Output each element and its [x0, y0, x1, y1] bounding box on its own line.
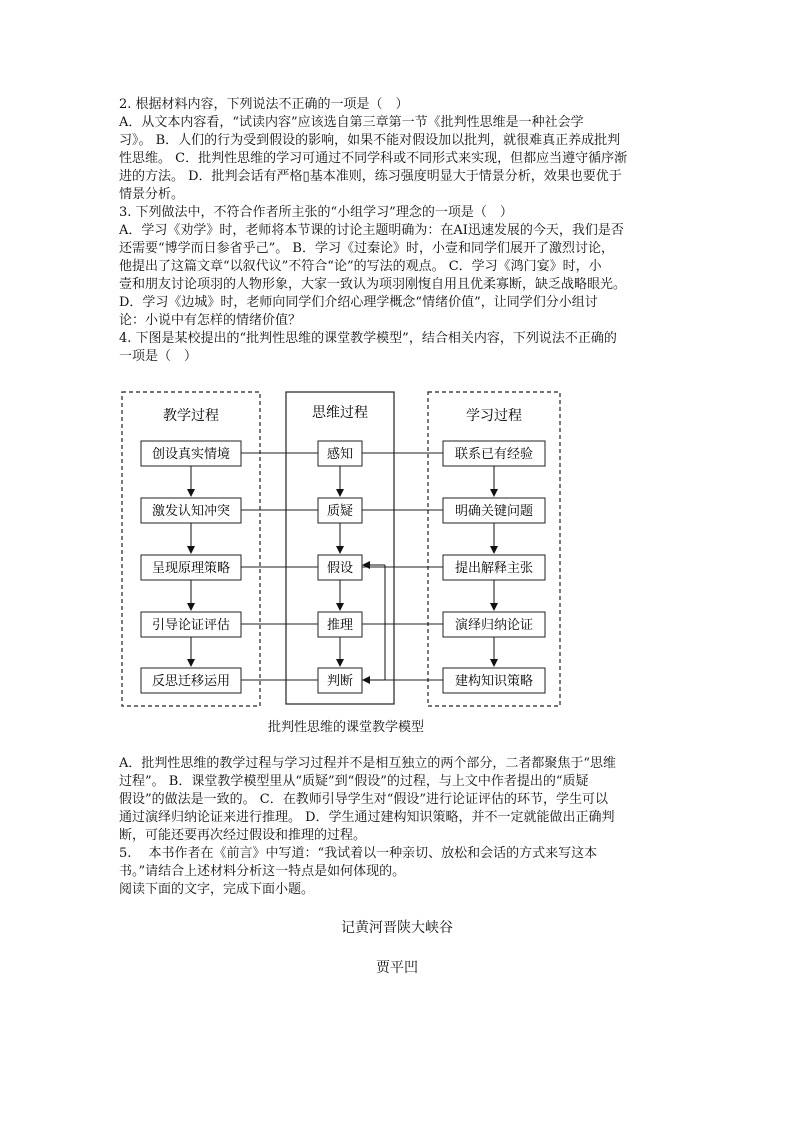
thinking-step: 假设	[326, 561, 354, 576]
question-5-stem: 5. 本书作者在《前言》中写道：“我试着以一种亲切、放松和会话的方式来写这本	[119, 846, 598, 861]
learning-step: 建构知识策略	[454, 674, 534, 689]
learning-process-title: 学习过程	[466, 408, 522, 424]
thinking-process-title: 思维过程	[312, 405, 368, 421]
learning-step: 提出解释主张	[454, 561, 534, 576]
thinking-step: 感知	[326, 447, 354, 462]
questions-block-1	[119, 96, 679, 366]
question-4-option-line: 假设”的做法是一致的。 C．在教师引导学生对“假设”进行论证评估的环节，学生可以	[119, 792, 609, 807]
question-3-line: 他提出了这篇文章“以叙代议”不符合“论”的写法的观点。 C．学习《鸿门宴》时，小	[119, 259, 602, 274]
question-4-option-line: A．批判性思维的教学过程与学习过程并不是相互独立的两个部分，二者都聚焦于“思维	[119, 756, 617, 771]
thinking-step: 推理	[326, 618, 354, 633]
learning-step: 演绎归纳论证	[454, 618, 534, 633]
question-2-line: A．从文本内容看，“试读内容”应该选自第三章第一节《批判性思维是一种社会学	[119, 115, 584, 130]
teaching-model-diagram	[121, 390, 563, 736]
diagram-svg	[121, 390, 563, 736]
article-title: 记黄河晋陕大峡谷	[341, 920, 453, 936]
article-author: 贾平凹	[376, 960, 418, 976]
questions-block-2	[119, 755, 679, 899]
question-4-option-line: 断，可能还要再次经过假设和推理的过程。	[119, 828, 367, 843]
learning-step: 明确关键问题	[454, 504, 534, 519]
question-4-option-line: 通过演绎归纳论证来进行推理。 D．学生通过建构知识策略，并不一定就能做出正确判	[119, 810, 615, 825]
question-2-line: 情景分析。	[119, 187, 185, 202]
question-2-stem: 2. 根据材料内容，下列说法不正确的一项是（ ）	[119, 97, 409, 112]
teaching-step: 反思迁移运用	[151, 674, 231, 689]
question-4-line: 一项是（ ）	[119, 349, 198, 364]
question-3-line: 壹和朋友讨论项羽的人物形象，大家一致认为项羽刚愎自用且优柔寡断，缺乏战略眼光。	[119, 277, 627, 292]
question-3-stem: 3. 下列做法中，不符合作者所主张的“小组学习”理念的一项是（ ）	[119, 205, 513, 220]
thinking-step: 质疑	[326, 504, 354, 519]
teaching-step: 激发认知冲突	[151, 504, 231, 519]
feedback-loop-arrow	[363, 565, 385, 680]
teaching-step: 引导论证评估	[151, 618, 231, 633]
question-3-line: 论：小说中有怎样的情绪价值？	[119, 313, 302, 328]
question-2-line: 习》。 B．人们的行为受到假设的影响，如果不能对假设加以批判，就很难真正养成批判	[119, 133, 621, 148]
question-5-line: 书。”请结合上述材料分析这一特点是如何体现的。	[119, 864, 406, 879]
question-2-line: 性思维。 C．批判性思维的学习可通过不同学科或不同形式来实现，但都应当遵守循序渐	[119, 151, 628, 166]
question-4-option-line: 过程”。 B．课堂教学模型里从“质疑”到“假设”的过程，与上文中作者提出的“质疑	[119, 774, 589, 789]
question-3-line: D．学习《边城》时，老师向同学们介绍心理学概念“情绪价值”，让同学们分小组讨	[119, 295, 598, 310]
thinking-step: 判断	[326, 674, 354, 689]
diagram-caption: 批判性思维的课堂教学模型	[268, 720, 425, 735]
reading-instruction: 阅读下面的文字，完成下面小题。	[119, 882, 315, 897]
question-4-stem: 4. 下图是某校提出的“批判性思维的课堂教学模型”，结合相关内容，下列说法不正确的	[119, 331, 617, 346]
teaching-step: 呈现原理策略	[151, 561, 231, 576]
question-3-line: 还需要“博学而日参省乎己”。 B．学习《过秦论》时，小壹和同学们展开了激烈讨论，	[119, 241, 614, 256]
question-3-line: A．学习《劝学》时，老师将本节课的讨论主题明确为：在AI迅速发展的今天，我们是否	[119, 223, 624, 238]
question-2-line: 进的方法。 D．批判会话有严格▯基本准则，练习强度明显大于情景分析，效果也要优于	[119, 169, 622, 184]
teaching-step: 创设真实情境	[151, 447, 231, 462]
learning-step: 联系已有经验	[454, 447, 534, 462]
teaching-process-title: 教学过程	[163, 408, 219, 424]
